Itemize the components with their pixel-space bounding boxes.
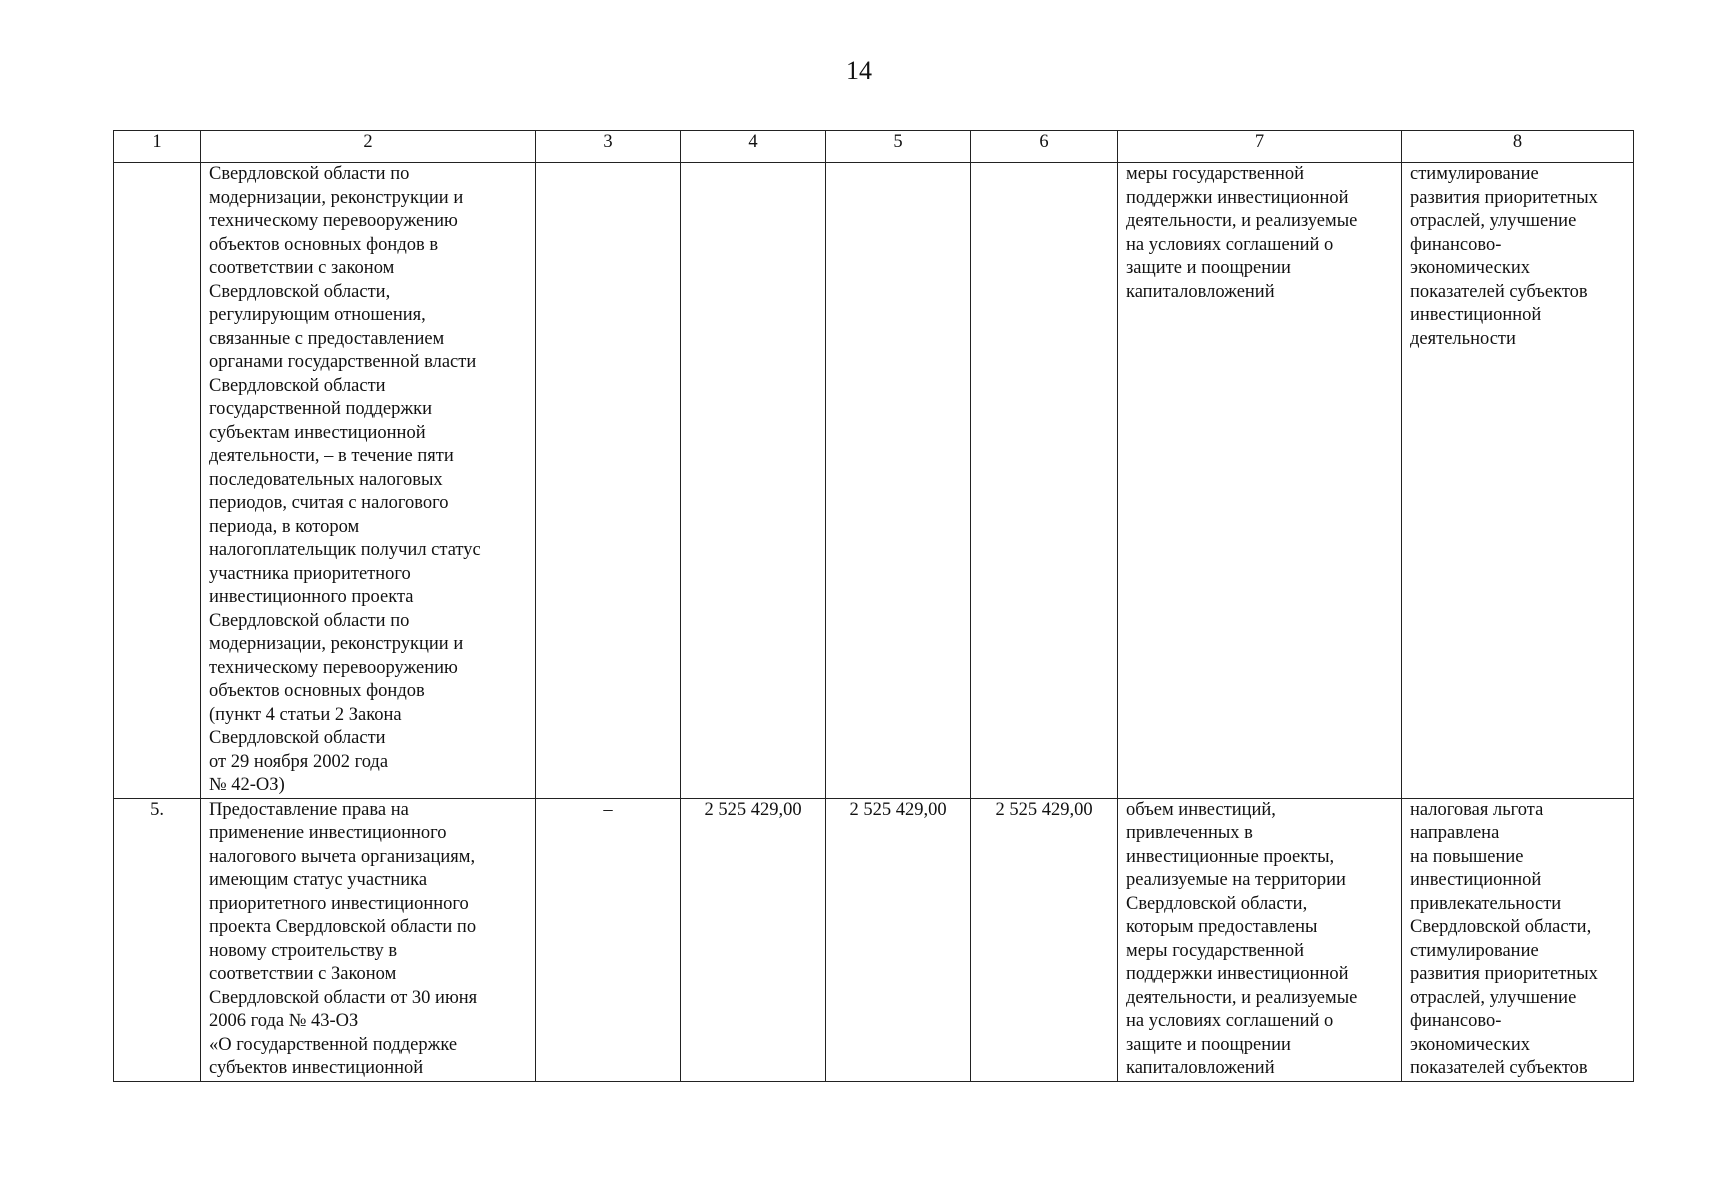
value-cell-3 bbox=[536, 163, 681, 799]
header-col-4: 4 bbox=[681, 131, 826, 163]
description-cell: Свердловской области по модернизации, реконструкции и техническому перевооружению объектов основных фондов в соответствии с законом Свердловской области, регулирующим отношения, связанные с предоставлением органами государственной власти Свердловской области государственной поддержки субъектам инвестиционной деятельности, – в течение пяти последовательных налоговых периодов, считая с налогового периода, в котором налогоплательщик получил статус участника приоритетного инвестиционного проекта Свердловской области по модернизации, реконструкции и техническому перевооружению объектов основных фондов (пункт 4 статьи 2 Закона Свердловской области от 29 ноября 2002 года № 42-ОЗ) bbox=[201, 163, 536, 799]
document-table bbox=[113, 130, 1634, 1082]
page-number: 14 bbox=[846, 56, 872, 85]
table-row bbox=[114, 163, 1634, 799]
header-col-2: 2 bbox=[201, 131, 536, 163]
value-cell-4 bbox=[681, 163, 826, 799]
header-col-8: 8 bbox=[1402, 131, 1634, 163]
row-number-cell: 5. bbox=[114, 798, 201, 1081]
header-row bbox=[114, 131, 1634, 163]
value-cell-4: 2 525 429,00 bbox=[681, 798, 826, 1081]
row-number-cell bbox=[114, 163, 201, 799]
header-col-5: 5 bbox=[826, 131, 971, 163]
value-cell-5: 2 525 429,00 bbox=[826, 798, 971, 1081]
header-col-7: 7 bbox=[1118, 131, 1402, 163]
value-cell-6 bbox=[971, 163, 1118, 799]
value-cell-6: 2 525 429,00 bbox=[971, 798, 1118, 1081]
table-row bbox=[114, 798, 1634, 1081]
value-cell-3: – bbox=[536, 798, 681, 1081]
value-cell-5 bbox=[826, 163, 971, 799]
purpose-cell: стимулирование развития приоритетных отраслей, улучшение финансово- экономических показателей субъектов инвестиционной деятельности bbox=[1402, 163, 1634, 799]
purpose-cell: налоговая льгота направлена на повышение инвестиционной привлекательности Свердловской области, стимулирование развития приоритетных отраслей, улучшение финансово- экономических показателей субъектов bbox=[1402, 798, 1634, 1081]
description-cell: Предоставление права на применение инвестиционного налогового вычета организациям, имеющим статус участника приоритетного инвестиционного проекта Свердловской области по новому строительству в соответствии с Законом Свердловской области от 30 июня 2006 года № 43-ОЗ «О государственной поддержке субъектов инвестиционной bbox=[201, 798, 536, 1081]
header-col-1: 1 bbox=[114, 131, 201, 163]
indicator-cell: объем инвестиций, привлеченных в инвестиционные проекты, реализуемые на территории Свердловской области, которым предоставлены меры государственной поддержки инвестиционной деятельности, и реализуемые на условиях соглашений о защите и поощрении капиталовложений bbox=[1118, 798, 1402, 1081]
header-col-6: 6 bbox=[971, 131, 1118, 163]
indicator-cell: меры государственной поддержки инвестиционной деятельности, и реализуемые на условиях соглашений о защите и поощрении капиталовложений bbox=[1118, 163, 1402, 799]
header-col-3: 3 bbox=[536, 131, 681, 163]
